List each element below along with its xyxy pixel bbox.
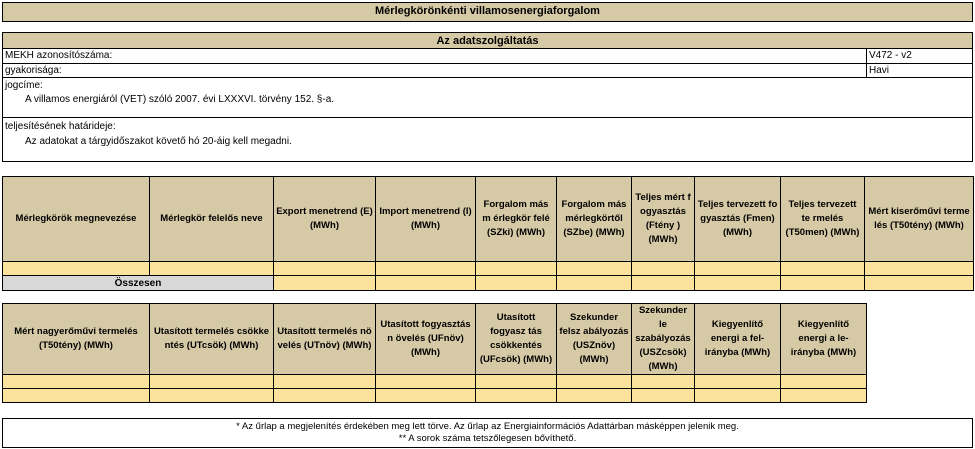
- input-cell[interactable]: [3, 262, 150, 276]
- divider: [3, 63, 972, 64]
- form-title: Mérlegkörönkénti villamosenergiaforgalom: [375, 5, 600, 17]
- balance-table-1: [2, 176, 974, 291]
- input-cell[interactable]: [476, 389, 557, 403]
- input-cell[interactable]: [781, 375, 867, 389]
- header-ordered-generation-increase: Utasított termelés nö velés (UTnöv) (MWh): [274, 304, 376, 375]
- input-cell[interactable]: [150, 375, 274, 389]
- input-cell[interactable]: [274, 262, 376, 276]
- total-label: Összesen: [3, 276, 274, 291]
- input-cell[interactable]: [781, 262, 865, 276]
- input-cell[interactable]: [274, 375, 376, 389]
- total-cell: [274, 276, 376, 291]
- divider: [3, 77, 972, 78]
- total-cell: [376, 276, 476, 291]
- header-balancing-energy-up: Kiegyenlítő energi a fel-irányba (MWh): [695, 304, 781, 375]
- balance-table-2: [2, 303, 867, 403]
- table-row: [3, 262, 974, 276]
- input-cell[interactable]: [557, 375, 632, 389]
- input-cell[interactable]: [695, 389, 781, 403]
- form-title-box: [2, 2, 973, 22]
- deadline-label: teljesítésének határideje:: [5, 121, 116, 132]
- input-cell[interactable]: [695, 375, 781, 389]
- header-secondary-up-regulation: Szekunder felsz abályozás (USZnöv) (MWh): [557, 304, 632, 375]
- input-cell[interactable]: [695, 262, 781, 276]
- footnote-2: ** A sorok száma tetszőlegesen bővíthető.: [398, 433, 577, 444]
- header-secondary-down-regulation: Szekunder le szabályozás (USZcsök) (MWh): [632, 304, 695, 375]
- header-balance-groups: Mérlegkörök megnevezése: [3, 177, 150, 262]
- mekh-value: V472 - v2: [869, 50, 912, 61]
- value-column-separator: [866, 49, 867, 77]
- total-cell: [695, 276, 781, 291]
- footnote-box: [2, 418, 973, 448]
- header-ordered-consumption-decrease: Utasított fogyasz tás csökkentés (UFcsök) (MWh): [476, 304, 557, 375]
- input-cell[interactable]: [3, 389, 150, 403]
- footnote-1: * Az űrlap a megjelenítés érdekében meg lett törve. Az űrlap az Energiainformációs Adattárban másképpen jelenik meg.: [236, 421, 739, 432]
- input-cell[interactable]: [274, 389, 376, 403]
- input-cell[interactable]: [476, 375, 557, 389]
- legal-basis-value: A villamos energiáról (VET) szóló 2007. évi LXXXVI. törvény 152. §-a.: [25, 94, 335, 105]
- provider-section: [2, 32, 973, 162]
- header-small-plant-generation: Mért kiserőművi terme lés (T50tény) (MWh): [865, 177, 974, 262]
- header-responsible-name: Mérlegkör felelős neve: [150, 177, 274, 262]
- input-cell[interactable]: [865, 262, 974, 276]
- input-cell[interactable]: [557, 389, 632, 403]
- header-ordered-consumption-increase: Utasított fogyasztás n övelés (UFnöv) (MWh): [376, 304, 476, 375]
- header-measured-consumption: Teljes mért f ogyasztás (Ftény ) (MWh): [632, 177, 695, 262]
- input-cell[interactable]: [632, 375, 695, 389]
- header-balancing-energy-down: Kiegyenlítő energi a le-irányba (MWh): [781, 304, 867, 375]
- header-traffic-out: Forgalom más m érlegkör felé (SZki) (MWh): [476, 177, 557, 262]
- total-cell: [557, 276, 632, 291]
- input-cell[interactable]: [376, 375, 476, 389]
- header-ordered-generation-decrease: Utasított termelés csökke ntés (UTcsök) (MWh): [150, 304, 274, 375]
- header-planned-consumption: Teljes tervezett fo gyasztás (Fmen) (MWh): [695, 177, 781, 262]
- input-cell[interactable]: [632, 262, 695, 276]
- input-cell[interactable]: [632, 389, 695, 403]
- input-cell[interactable]: [376, 389, 476, 403]
- input-cell[interactable]: [150, 262, 274, 276]
- header-large-plant-generation: Mért nagyerőművi termelés (T50tény) (MWh): [3, 304, 150, 375]
- header-export-schedule: Export menetrend (E) (MWh): [274, 177, 376, 262]
- legal-basis-label: jogcíme:: [5, 80, 43, 91]
- header-planned-generation: Teljes tervezett te rmelés (T50men) (MWh): [781, 177, 865, 262]
- input-cell[interactable]: [557, 262, 632, 276]
- total-cell: [476, 276, 557, 291]
- header-traffic-in: Forgalom más mérlegkörtől (SZbe) (MWh): [557, 177, 632, 262]
- total-row: [3, 276, 974, 291]
- provider-heading: Az adatszolgáltatás: [3, 33, 972, 49]
- frequency-value: Havi: [869, 65, 890, 76]
- divider: [3, 117, 972, 118]
- input-cell[interactable]: [376, 262, 476, 276]
- input-cell[interactable]: [150, 389, 274, 403]
- frequency-label: gyakorisága:: [5, 65, 62, 76]
- input-cell[interactable]: [3, 375, 150, 389]
- table-row: [3, 375, 867, 389]
- deadline-value: Az adatokat a tárgyidőszakot követő hó 20-áig kell megadni.: [25, 136, 292, 147]
- total-cell: [632, 276, 695, 291]
- total-cell: [781, 276, 865, 291]
- input-cell[interactable]: [476, 262, 557, 276]
- header-import-schedule: Import menetrend (I) (MWh): [376, 177, 476, 262]
- total-cell: [865, 276, 974, 291]
- table-row: [3, 389, 867, 403]
- mekh-label: MEKH azonosítószáma:: [5, 50, 113, 61]
- input-cell[interactable]: [781, 389, 867, 403]
